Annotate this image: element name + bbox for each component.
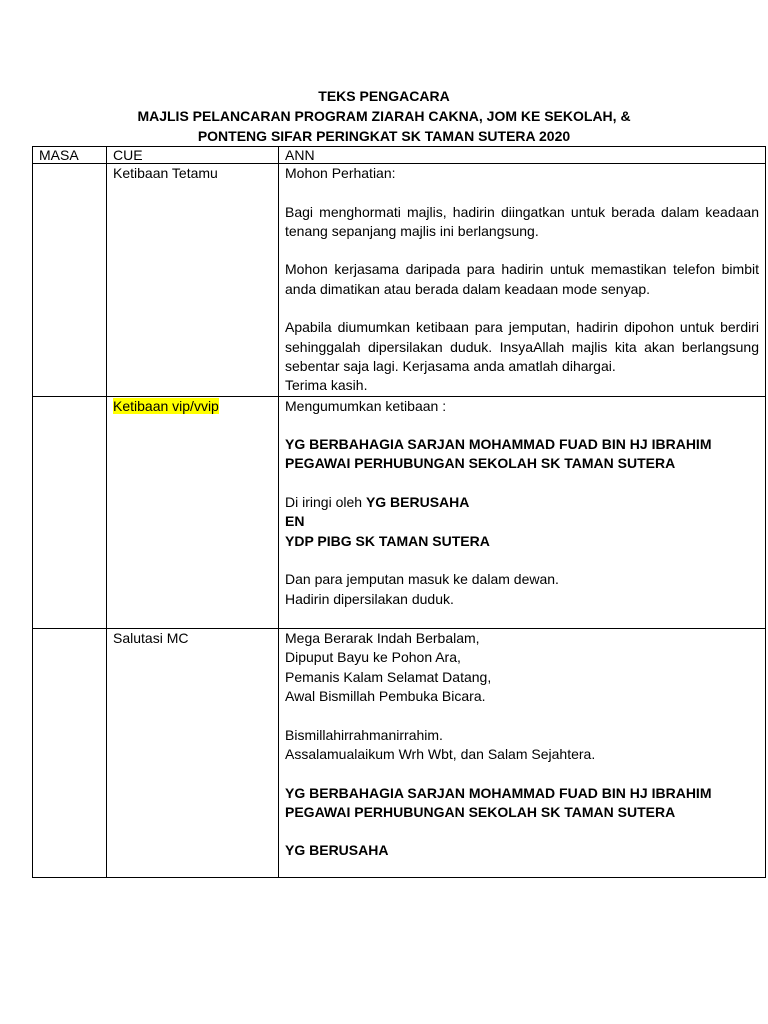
cue-cell [107,396,279,629]
ann-paragraph-bold: YG BERBAHAGIA SARJAN MOHAMMAD FUAD BIN HJ IBRAHIM [285,784,712,801]
ann-paragraph: Di iringi oleh YG BERUSAHA [285,494,470,511]
document-title-block [0,86,768,146]
ann-paragraph: Bagi menghormati majlis, hadirin diingatkan untuk berada dalam keadaan tenang sepanjang majlis ini berlangsung. [285,203,759,239]
ann-paragraph: Awal Bismillah Pembuka Bicara. [285,688,486,705]
table-row [33,164,766,397]
ann-paragraph-bold: YG BERBAHAGIA SARJAN MOHAMMAD FUAD BIN HJ IBRAHIM [285,436,712,453]
cue-cell [107,629,279,878]
ann-paragraph: Mengumumkan ketibaan : [285,397,447,414]
ann-paragraph-bold: YG BERUSAHA [285,842,389,859]
title-line-2: MAJLIS PELANCARAN PROGRAM ZIARAH CAKNA, JOM KE SEKOLAH, & [137,108,631,124]
ann-paragraph: Mohon kerjasama daripada para hadirin untuk memastikan telefon bimbit anda dimatikan atau berada dalam keadaan mode senyap. [285,261,759,297]
ann-cell [279,396,766,629]
header-ann: ANN [279,147,766,164]
masa-cell [33,629,107,878]
ann-paragraph: Mega Berarak Indah Berbalam, [285,630,480,647]
script-table [32,146,766,878]
cue-cell [107,164,279,397]
header-cue: CUE [107,147,279,164]
ann-paragraph: Bismillahirrahmanirrahim. [285,726,443,743]
cue-text: Ketibaan Tetamu [113,165,218,181]
title-line-3: PONTENG SIFAR PERINGKAT SK TAMAN SUTERA 2020 [197,128,571,144]
cue-text: Salutasi MC [113,630,189,647]
ann-paragraph: Hadirin dipersilakan duduk. [285,590,454,607]
ann-paragraph-bold: PEGAWAI PERHUBUNGAN SEKOLAH SK TAMAN SUTERA [285,803,676,820]
ann-paragraph-bold: YDP PIBG SK TAMAN SUTERA [285,532,490,549]
table-row [33,396,766,629]
masa-cell [33,396,107,629]
ann-paragraph-bold: PEGAWAI PERHUBUNGAN SEKOLAH SK TAMAN SUTERA [285,455,676,472]
header-masa: MASA [33,147,107,164]
ann-paragraph: Terima kasih. [285,377,368,394]
table-row [33,629,766,878]
ann-paragraph: Dipuput Bayu ke Pohon Ara, [285,649,461,666]
ann-paragraph-bold: EN [285,513,305,530]
title-line-1: TEKS PENGACARA [318,88,450,104]
ann-cell [279,164,766,397]
masa-cell [33,164,107,397]
cue-text-highlighted: Ketibaan vip/vvip [113,397,219,414]
ann-paragraph: Mohon Perhatian: [285,165,396,181]
ann-paragraph: Dan para jemputan masuk ke dalam dewan. [285,571,559,588]
table-header-row [33,147,766,164]
ann-paragraph: Pemanis Kalam Selamat Datang, [285,668,492,685]
ann-paragraph: Assalamualaikum Wrh Wbt, dan Salam Sejahtera. [285,745,596,762]
ann-paragraph: Apabila diumumkan ketibaan para jemputan, hadirin dipohon untuk berdiri sehinggalah dipersilakan duduk. InsyaAllah majlis kita akan berlangsung sebentar saja lagi. Kerjasama anda amatlah dihargai. [285,319,759,374]
ann-cell [279,629,766,878]
